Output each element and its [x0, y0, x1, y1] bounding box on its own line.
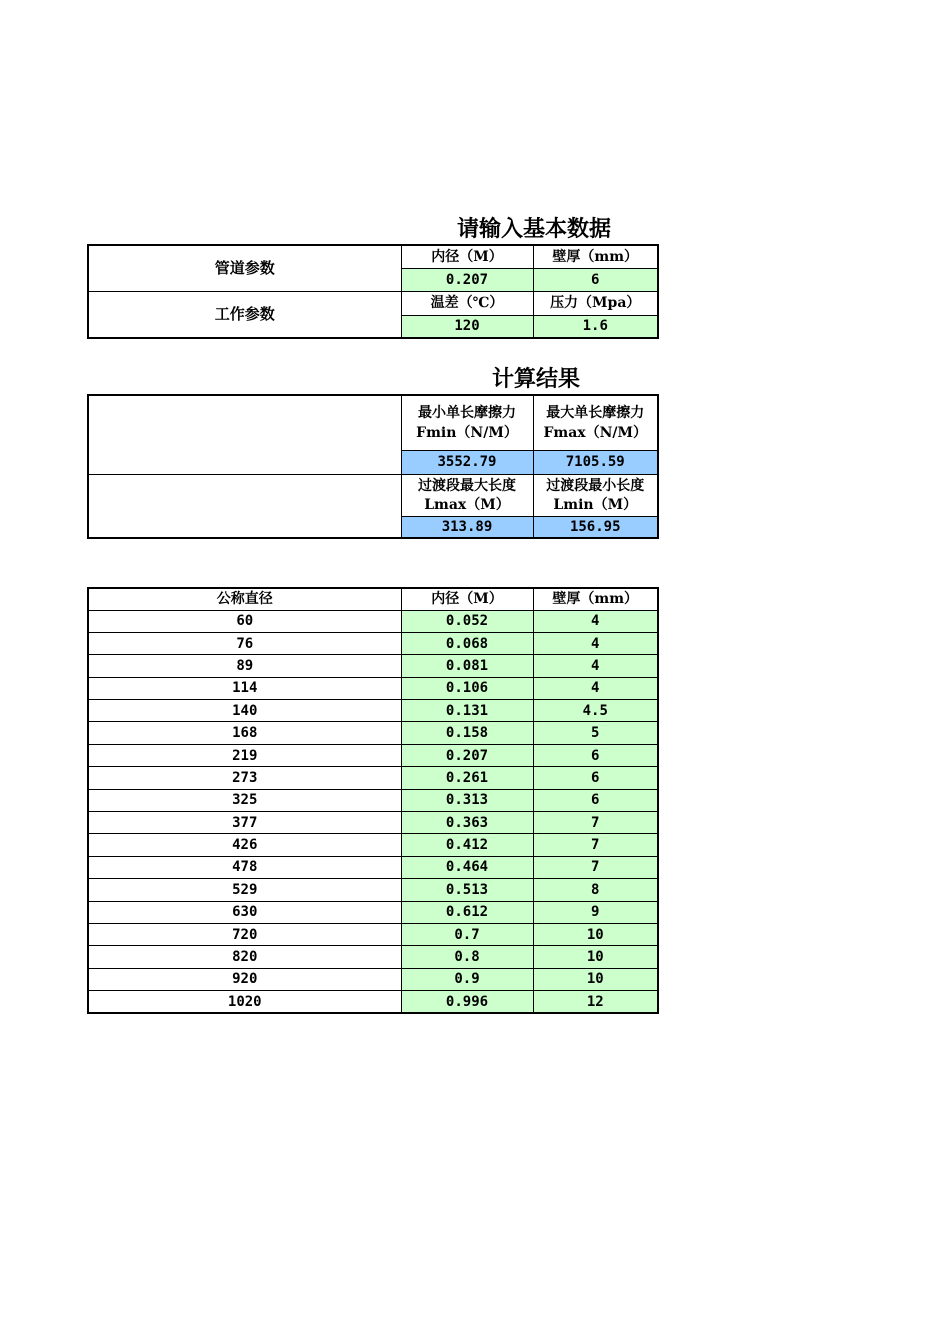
wall-thickness-cell[interactable]: 6 [533, 767, 658, 789]
inner-diameter-cell[interactable]: 0.612 [401, 901, 533, 923]
lmax-value: 313.89 [401, 516, 533, 538]
results-blank-cell-2 [88, 474, 401, 538]
nominal-diameter-cell: 820 [88, 946, 401, 968]
wall-thickness-cell[interactable]: 7 [533, 856, 658, 878]
table-row [88, 744, 658, 766]
inner-diameter-cell[interactable]: 0.261 [401, 767, 533, 789]
table-row [88, 812, 658, 834]
fmax-header-line2: Fmax（N/M） [543, 424, 648, 441]
nominal-diameter-cell: 89 [88, 655, 401, 677]
table-row [88, 722, 658, 744]
ref-header-nominal-diameter: 公称直径 [88, 588, 401, 610]
inner-diameter-cell[interactable]: 0.7 [401, 923, 533, 945]
nominal-diameter-cell: 1020 [88, 991, 401, 1013]
table-row [88, 946, 658, 968]
nominal-diameter-cell: 140 [88, 700, 401, 722]
fmin-value: 3552.79 [401, 450, 533, 474]
inner-diameter-cell[interactable]: 0.207 [401, 744, 533, 766]
table-row [88, 856, 658, 878]
ref-header-inner-diameter: 内径（M） [401, 588, 533, 610]
table-row [88, 879, 658, 901]
inner-diameter-cell[interactable]: 0.513 [401, 879, 533, 901]
nominal-diameter-cell: 478 [88, 856, 401, 878]
table-row [88, 677, 658, 699]
table-row [88, 700, 658, 722]
nominal-diameter-cell: 60 [88, 610, 401, 632]
table-row [88, 767, 658, 789]
wall-thickness-cell[interactable]: 10 [533, 968, 658, 990]
table-row [88, 968, 658, 990]
lmax-header-line2: Lmax（M） [424, 496, 510, 513]
pressure-input[interactable]: 1.6 [533, 315, 658, 338]
pipe-reference-table [87, 587, 659, 1014]
inner-diameter-cell[interactable]: 0.996 [401, 991, 533, 1013]
wall-thickness-cell[interactable]: 5 [533, 722, 658, 744]
fmin-header-line2: Fmin（N/M） [416, 424, 518, 441]
nominal-diameter-cell: 114 [88, 677, 401, 699]
table-row [88, 834, 658, 856]
wall-thickness-input[interactable]: 6 [533, 268, 658, 291]
wall-thickness-cell[interactable]: 4 [533, 632, 658, 654]
work-params-label: 工作参数 [88, 291, 401, 338]
temp-diff-input[interactable]: 120 [401, 315, 533, 338]
nominal-diameter-cell: 219 [88, 744, 401, 766]
input-section-title: 请输入基本数据 [457, 217, 612, 242]
fmin-header-line1: 最小单长摩擦力 [418, 404, 516, 421]
inner-diameter-cell[interactable]: 0.106 [401, 677, 533, 699]
lmin-header-line2: Lmin（M） [553, 496, 638, 513]
nominal-diameter-cell: 426 [88, 834, 401, 856]
nominal-diameter-cell: 168 [88, 722, 401, 744]
table-row [88, 789, 658, 811]
pipe-params-label: 管道参数 [88, 245, 401, 291]
inner-diameter-cell[interactable]: 0.363 [401, 812, 533, 834]
table-row [88, 991, 658, 1013]
inner-diameter-cell[interactable]: 0.131 [401, 700, 533, 722]
lmin-header [533, 474, 658, 516]
results-blank-cell-1 [88, 395, 401, 474]
nominal-diameter-cell: 273 [88, 767, 401, 789]
wall-thickness-cell[interactable]: 4.5 [533, 700, 658, 722]
input-params-table [87, 244, 659, 339]
wall-thickness-cell[interactable]: 6 [533, 789, 658, 811]
inner-diameter-input[interactable]: 0.207 [401, 268, 533, 291]
pressure-header: 压力（Mpa） [533, 291, 658, 315]
table-row [88, 923, 658, 945]
inner-diameter-cell[interactable]: 0.9 [401, 968, 533, 990]
nominal-diameter-cell: 529 [88, 879, 401, 901]
lmin-header-line1: 过渡段最小长度 [546, 477, 645, 494]
inner-diameter-cell[interactable]: 0.412 [401, 834, 533, 856]
wall-thickness-cell[interactable]: 6 [533, 744, 658, 766]
lmin-value: 156.95 [533, 516, 658, 538]
inner-diameter-header: 内径（M） [401, 245, 533, 268]
nominal-diameter-cell: 630 [88, 901, 401, 923]
nominal-diameter-cell: 720 [88, 923, 401, 945]
fmax-header-line1: 最大单长摩擦力 [546, 404, 645, 421]
ref-header-wall-thickness: 壁厚（mm） [533, 588, 658, 610]
results-section-title: 计算结果 [492, 367, 581, 392]
wall-thickness-cell[interactable]: 7 [533, 812, 658, 834]
fmax-header [533, 395, 658, 450]
table-row [88, 655, 658, 677]
nominal-diameter-cell: 377 [88, 812, 401, 834]
fmax-value: 7105.59 [533, 450, 658, 474]
wall-thickness-cell[interactable]: 10 [533, 923, 658, 945]
wall-thickness-cell[interactable]: 7 [533, 834, 658, 856]
table-row [88, 610, 658, 632]
table-row [88, 901, 658, 923]
wall-thickness-cell[interactable]: 4 [533, 677, 658, 699]
wall-thickness-cell[interactable]: 10 [533, 946, 658, 968]
inner-diameter-cell[interactable]: 0.158 [401, 722, 533, 744]
results-table [87, 394, 659, 539]
nominal-diameter-cell: 76 [88, 632, 401, 654]
inner-diameter-cell[interactable]: 0.081 [401, 655, 533, 677]
lmax-header [401, 474, 533, 516]
wall-thickness-cell[interactable]: 4 [533, 655, 658, 677]
wall-thickness-cell[interactable]: 4 [533, 610, 658, 632]
nominal-diameter-cell: 325 [88, 789, 401, 811]
wall-thickness-cell[interactable]: 12 [533, 991, 658, 1013]
inner-diameter-cell[interactable]: 0.8 [401, 946, 533, 968]
inner-diameter-cell[interactable]: 0.052 [401, 610, 533, 632]
table-row [88, 632, 658, 654]
wall-thickness-cell[interactable]: 8 [533, 879, 658, 901]
inner-diameter-cell[interactable]: 0.464 [401, 856, 533, 878]
inner-diameter-cell[interactable]: 0.068 [401, 632, 533, 654]
wall-thickness-header: 壁厚（mm） [533, 245, 658, 268]
temp-diff-header: 温差（℃） [401, 291, 533, 315]
fmin-header [401, 395, 533, 450]
inner-diameter-cell[interactable]: 0.313 [401, 789, 533, 811]
lmax-header-line1: 过渡段最大长度 [418, 477, 516, 494]
wall-thickness-cell[interactable]: 9 [533, 901, 658, 923]
nominal-diameter-cell: 920 [88, 968, 401, 990]
